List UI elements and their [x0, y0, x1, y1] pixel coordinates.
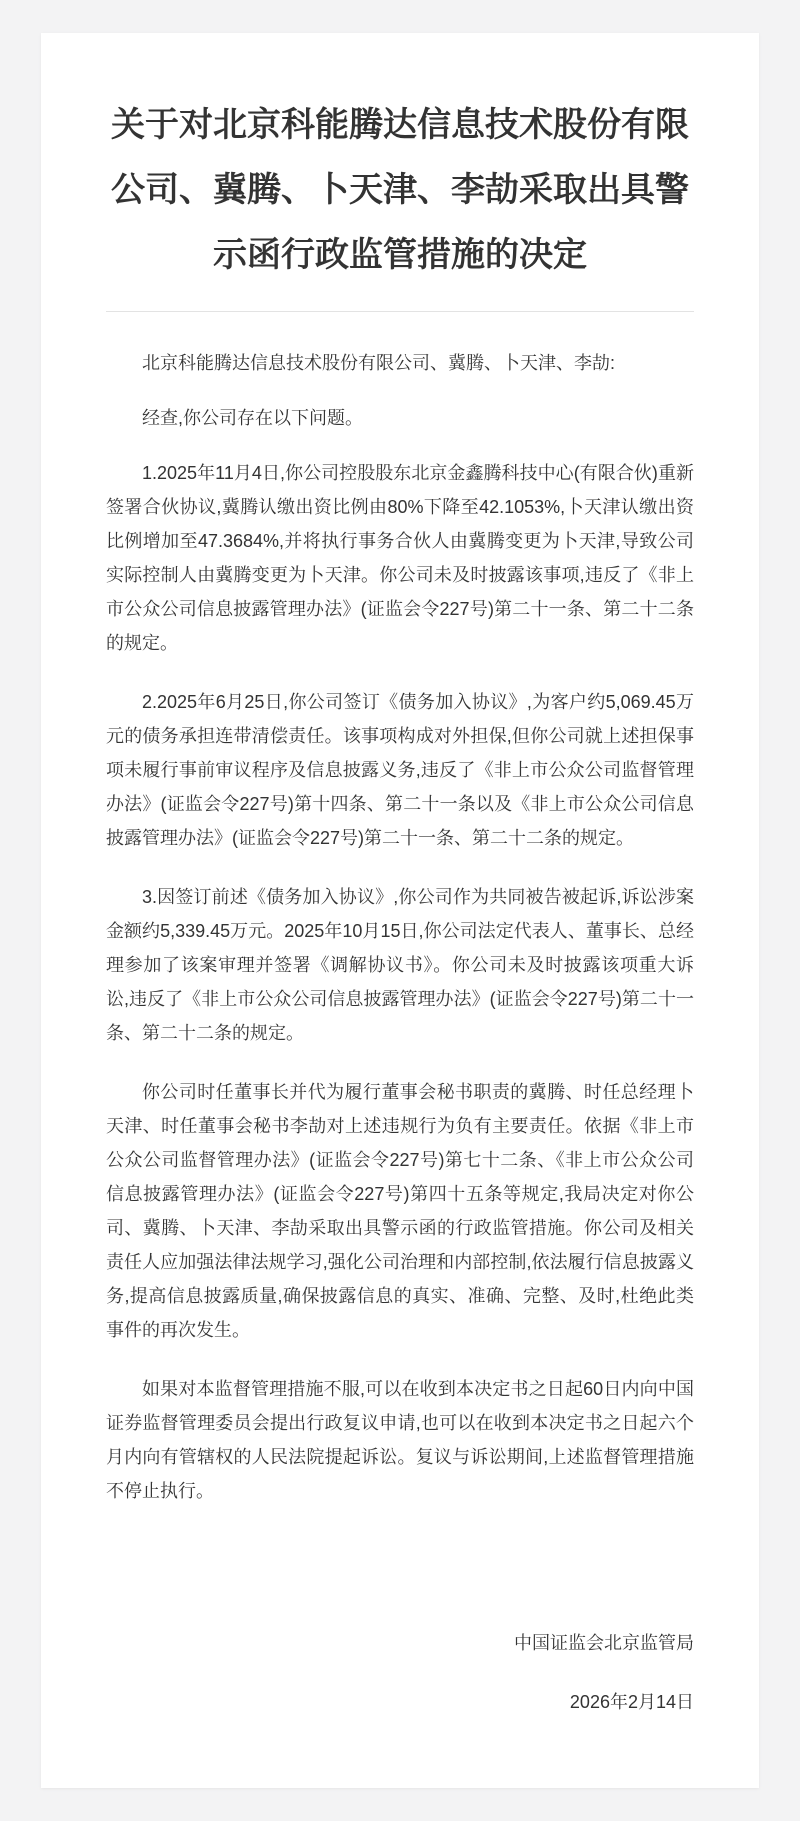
issue-date: 2026年2月14日 [569, 1692, 694, 1712]
issuer-name: 中国证监会北京监管局 [514, 1633, 694, 1653]
title-divider [106, 311, 694, 312]
document-page [41, 33, 759, 1788]
decision-paragraph: 你公司时任董事长并代为履行董事会秘书职责的冀腾、时任总经理卜天津、时任董事会秘书李劼对上述违规行为负有主要责任。依据《非上市公众公司监督管理办法》(证监会令227号)第七十二条、《非上市公众公司信息披露管理办法》(证监会令227号)第四十五条等规定,我局决定对你公司、冀腾、卜天津、李劼采取出具警示函的行政监管措施。你公司及相关责任人应加强法律法规学习,强化公司治理和内部控制,依法履行信息披露义务,提高信息披露质量,确保披露信息的真实、准确、完整、及时,杜绝此类事件的再次发生。 [106, 1082, 694, 1340]
document-body [106, 346, 694, 1508]
intro-paragraph: 经查,你公司存在以下问题。 [142, 408, 363, 428]
issue-3-paragraph: 3.因签订前述《债务加入协议》,你公司作为共同被告被起诉,诉讼涉案金额约5,339.45万元。2025年10月15日,你公司法定代表人、董事长、总经理参加了该案审理并签署《调解协议书》。你公司未及时披露该项重大诉讼,违反了《非上市公众公司信息披露管理办法》(证监会令227号)第二十一条、第二十二条的规定。 [106, 887, 694, 1043]
appeal-paragraph: 如果对本监督管理措施不服,可以在收到本决定书之日起60日内向中国证券监督管理委员会提出行政复议申请,也可以在收到本决定书之日起六个月内向有管辖权的人民法院提起诉讼。复议与诉讼期间,上述监督管理措施不停止执行。 [106, 1379, 694, 1501]
issue-1-paragraph: 1.2025年11月4日,你公司控股股东北京金鑫腾科技中心(有限合伙)重新签署合伙协议,冀腾认缴出资比例由80%下降至42.1053%,卜天津认缴出资比例增加至47.3684%,并将执行事务合伙人由冀腾变更为卜天津,导致公司实际控制人由冀腾变更为卜天津。你公司未及时披露该事项,违反了《非上市公众公司信息披露管理办法》(证监会令227号)第二十一条、第二十二条的规定。 [106, 463, 694, 653]
salutation: 北京科能腾达信息技术股份有限公司、冀腾、卜天津、李劼: [142, 353, 615, 373]
document-title: 关于对北京科能腾达信息技术股份有限公司、冀腾、卜天津、李劼采取出具警示函行政监管措施的决定 [111, 105, 689, 275]
signature-block [514, 1626, 694, 1719]
issue-2-paragraph: 2.2025年6月25日,你公司签订《债务加入协议》,为客户约5,069.45万元的债务承担连带清偿责任。该事项构成对外担保,但你公司就上述担保事项未履行事前审议程序及信息披露义务,违反了《非上市公众公司监督管理办法》(证监会令227号)第十四条、第二十一条以及《非上市公众公司信息披露管理办法》(证监会令227号)第二十一条、第二十二条的规定。 [106, 692, 694, 848]
